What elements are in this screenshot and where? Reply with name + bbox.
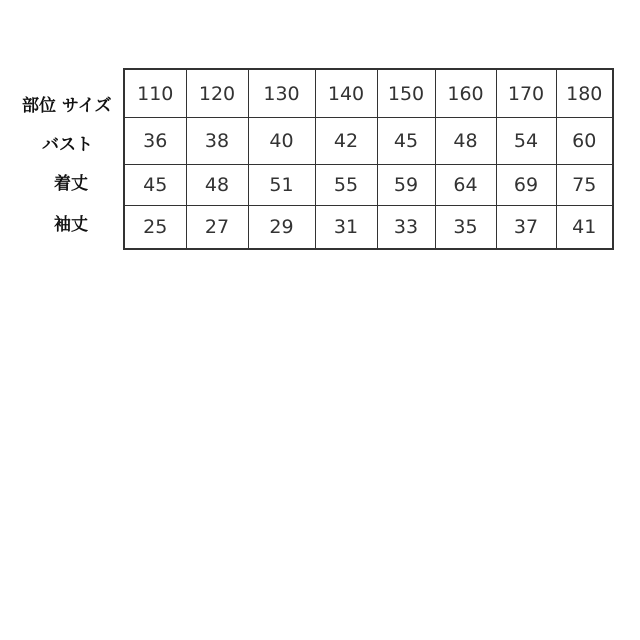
bust-cell: 38 (186, 118, 248, 165)
size-cell: 130 (248, 69, 315, 118)
sleeve-cell: 25 (124, 206, 186, 250)
length-cell: 45 (124, 165, 186, 206)
table-row-sleeve (124, 206, 613, 250)
size-cell: 120 (186, 69, 248, 118)
length-cell: 64 (435, 165, 496, 206)
size-cell: 110 (124, 69, 186, 118)
bust-cell: 48 (435, 118, 496, 165)
size-table (123, 68, 614, 250)
sleeve-cell: 29 (248, 206, 315, 250)
sleeve-cell: 31 (315, 206, 377, 250)
row-header-size: 部位 サイズ (22, 96, 112, 116)
size-cell: 150 (377, 69, 435, 118)
row-header-bust: バスト (42, 135, 93, 155)
sleeve-cell: 27 (186, 206, 248, 250)
sleeve-cell: 37 (496, 206, 556, 250)
bust-cell: 40 (248, 118, 315, 165)
length-cell: 59 (377, 165, 435, 206)
bust-cell: 45 (377, 118, 435, 165)
bust-cell: 54 (496, 118, 556, 165)
bust-cell: 36 (124, 118, 186, 165)
table-row-length (124, 165, 613, 206)
row-header-length: 着丈 (54, 174, 88, 194)
row-header-sleeve: 袖丈 (54, 215, 88, 235)
size-cell: 180 (556, 69, 613, 118)
sleeve-cell: 33 (377, 206, 435, 250)
bust-cell: 60 (556, 118, 613, 165)
size-cell: 140 (315, 69, 377, 118)
length-cell: 69 (496, 165, 556, 206)
table-row-bust (124, 118, 613, 165)
length-cell: 48 (186, 165, 248, 206)
size-cell: 170 (496, 69, 556, 118)
length-cell: 75 (556, 165, 613, 206)
bust-cell: 42 (315, 118, 377, 165)
sleeve-cell: 41 (556, 206, 613, 250)
table-row-size (124, 69, 613, 118)
sleeve-cell: 35 (435, 206, 496, 250)
size-cell: 160 (435, 69, 496, 118)
length-cell: 55 (315, 165, 377, 206)
length-cell: 51 (248, 165, 315, 206)
